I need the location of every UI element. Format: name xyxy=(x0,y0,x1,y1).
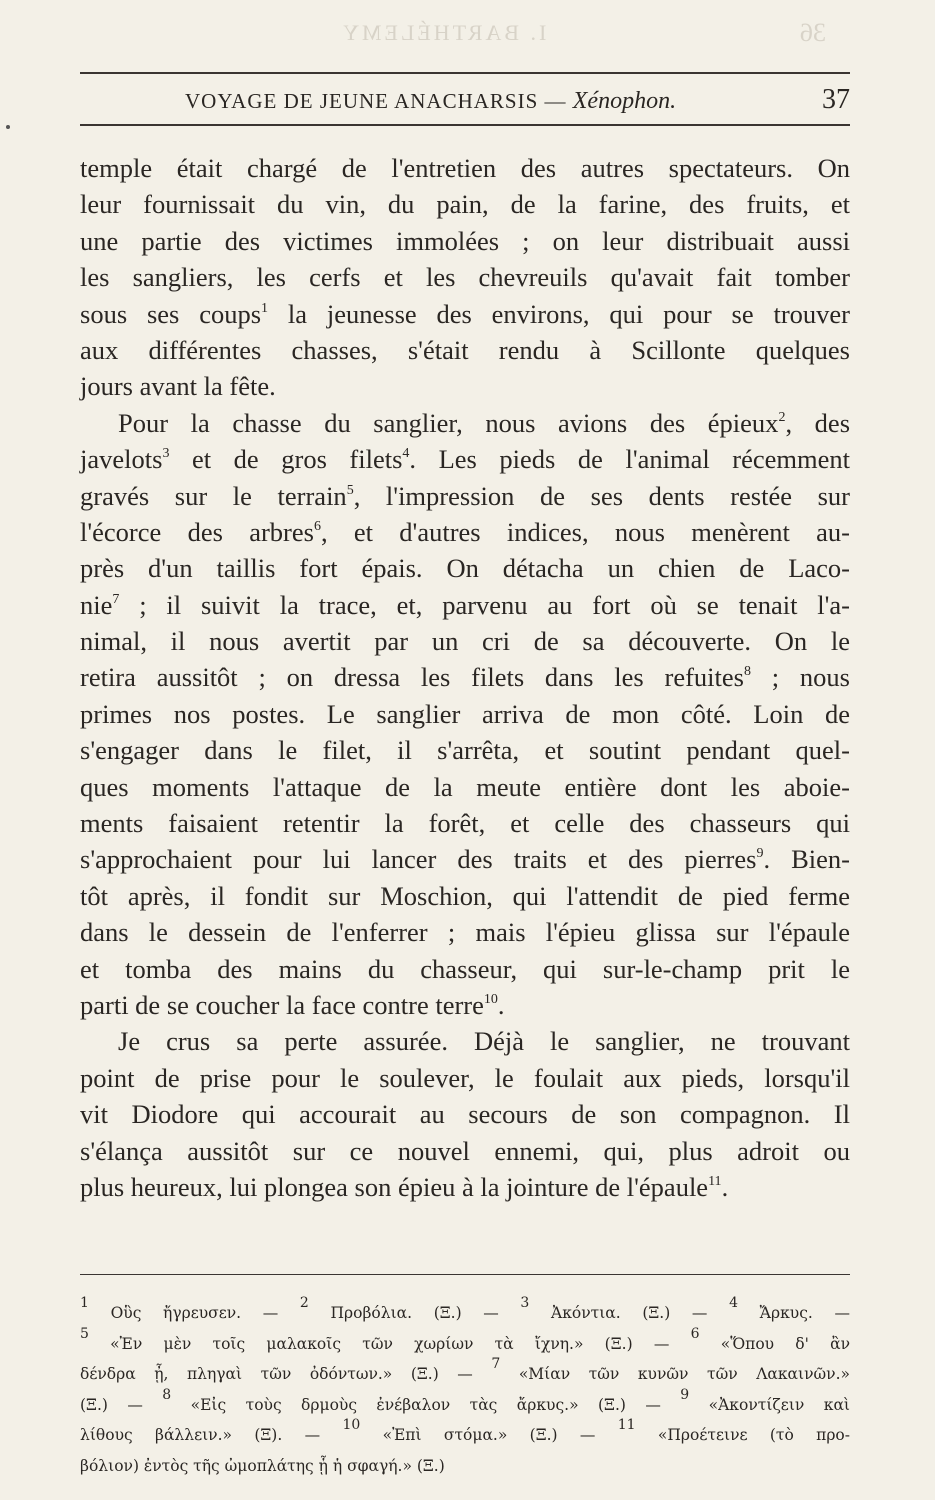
text-run: une partie des victimes immolées ; on leur distribuait aussi xyxy=(80,225,850,256)
note-ref: 2 xyxy=(299,1295,309,1311)
footnote-line xyxy=(80,1451,850,1482)
note-ref: 6 xyxy=(690,1325,700,1342)
text-run: Je crus sa perte assurée. Déjà le sanglier, ne trouvant xyxy=(118,1026,850,1057)
text-run: λίθους βάλλειν.» (Ξ). — xyxy=(80,1426,343,1444)
text-run: Προβόλια. (Ξ.) — xyxy=(308,1304,521,1322)
text-run: . xyxy=(721,1171,729,1202)
text-run: dans le dessein de l'enferrer ; mais l'épieu glissa sur l'épaule xyxy=(80,917,850,948)
note-ref: 11 xyxy=(617,1417,636,1433)
running-title-author: Xénophon. xyxy=(572,88,677,114)
text-run: . xyxy=(497,989,505,1020)
text-line xyxy=(80,696,850,732)
text-line xyxy=(80,878,850,914)
note-ref: 3 xyxy=(520,1295,530,1311)
text-run: gravés sur le terrain xyxy=(80,480,347,511)
text-run: «Προέτεινε (τὸ προ- xyxy=(635,1426,850,1444)
note-ref: 6 xyxy=(313,518,321,534)
text-run: «Ἐν μὲν τοῖς μαλακοῖς τῶν χωρίων τὰ ἴχνη.» (Ξ.) — xyxy=(88,1334,691,1353)
note-ref: 7 xyxy=(112,591,120,607)
text-line xyxy=(80,1060,850,1096)
header-rule-top xyxy=(80,72,850,74)
text-run: «Εἰς τοὺς δρμοὺς ἐνέβαλον τὰς ἄρκυς.» (Ξ.) — xyxy=(171,1395,681,1414)
text-line xyxy=(80,987,850,1023)
text-run: aux différentes chasses, s'était rendu à Scillonte quelques xyxy=(80,334,850,365)
note-ref: 7 xyxy=(491,1356,501,1372)
body-text xyxy=(80,150,850,1205)
note-ref: 8 xyxy=(162,1386,172,1403)
text-run: Ἄρκυς. — xyxy=(737,1304,850,1322)
footnote-line xyxy=(80,1386,850,1421)
text-run: s'engager dans le filet, il s'arrêta, et soutint pendant quel- xyxy=(80,735,850,766)
text-run: point de prise pour le soulever, le foulait aux pieds, lorsqu'il xyxy=(80,1062,850,1093)
text-line xyxy=(80,914,850,950)
bleed-through-page-number: 36 xyxy=(800,18,826,47)
text-run: s'élança aussitôt sur ce nouvel ennemi, qui, plus adroit ou xyxy=(80,1135,850,1166)
bleed-through-header: I. BARTHÉLEMY xyxy=(340,20,547,45)
text-run: Ἀκόντια. (Ξ.) — xyxy=(529,1304,730,1322)
text-run: «Ἀκοντίζειν καὶ xyxy=(689,1395,850,1414)
text-line xyxy=(80,1169,850,1205)
footnote-line xyxy=(80,1356,850,1390)
text-run: «Ἐπὶ στόμα.» (Ξ.) — xyxy=(360,1426,618,1444)
text-line xyxy=(80,805,850,841)
text-line xyxy=(80,587,850,623)
text-run: βόλιον) ἐντὸς τῆς ὠμοπλάτης ᾗ ἡ σφαγή.» (Ξ.) xyxy=(80,1456,445,1475)
text-run: vit Diodore qui accourait au secours de son compagnon. Il xyxy=(80,1099,850,1130)
text-line xyxy=(80,514,850,550)
text-run: «Ὅπου δ' ἂν xyxy=(699,1334,850,1353)
text-run: sous ses coups xyxy=(80,298,262,329)
text-line xyxy=(80,223,850,259)
header-rule-bottom xyxy=(80,124,850,126)
text-line xyxy=(80,150,850,186)
text-line xyxy=(80,550,850,586)
note-ref: 3 xyxy=(162,446,170,462)
text-line xyxy=(80,259,850,295)
text-run: δένδρα ᾖ, πληγαὶ τῶν ὀδόντων.» (Ξ.) — xyxy=(80,1365,492,1383)
text-line xyxy=(80,1133,850,1169)
footnote-line xyxy=(80,1417,850,1451)
footnote-line xyxy=(80,1295,850,1329)
note-ref: 4 xyxy=(729,1295,738,1311)
text-line xyxy=(80,405,850,441)
text-line xyxy=(80,841,850,877)
text-line xyxy=(80,478,850,514)
text-line xyxy=(80,332,850,368)
text-run: ments faisaient retentir la forêt, et celle des chasseurs qui xyxy=(80,808,850,839)
text-line xyxy=(80,951,850,987)
running-title xyxy=(185,88,676,115)
note-ref: 4 xyxy=(402,446,410,462)
text-run: . Bien- xyxy=(763,844,850,875)
text-run: Οὓς ἤγρευσεν. — xyxy=(88,1304,300,1322)
note-ref: 1 xyxy=(80,1295,89,1311)
text-run: s'approchaient pour lui lancer des traits et des pierres xyxy=(80,844,757,875)
margin-speck xyxy=(6,125,10,129)
text-run: la jeunesse des environs, qui pour se trouver xyxy=(268,298,850,329)
text-run: ; nous xyxy=(750,662,850,693)
text-run: (Ξ.) — xyxy=(80,1395,163,1414)
text-run: «Μίαν τῶν κυνῶν τῶν Λακαινῶν.» xyxy=(500,1365,850,1383)
note-ref: 5 xyxy=(346,482,354,498)
running-title-text: VOYAGE DE JEUNE ANACHARSIS — xyxy=(185,89,573,113)
text-line xyxy=(80,368,850,404)
text-line xyxy=(80,1023,850,1059)
text-run: temple était chargé de l'entretien des autres spectateurs. On xyxy=(80,153,850,183)
text-run: . Les pieds de l'animal récemment xyxy=(409,444,850,475)
text-line xyxy=(80,441,850,477)
page-number: 37 xyxy=(822,84,850,115)
running-header xyxy=(80,86,850,116)
footnote-rule xyxy=(80,1274,850,1275)
text-line xyxy=(80,623,850,659)
text-line xyxy=(80,732,850,768)
text-run: Pour la chasse du sanglier, nous avions des épieux xyxy=(118,407,779,438)
text-run: les sangliers, les cerfs et les chevreuils qu'avait fait tomber xyxy=(80,262,850,293)
text-run: , l'impression de ses dents restée sur xyxy=(353,480,850,511)
text-run: nimal, il nous avertit par un cri de sa découverte. On le xyxy=(80,626,850,657)
note-ref: 5 xyxy=(80,1325,89,1342)
text-run: , des xyxy=(785,407,851,438)
text-run: ; il suivit la trace, et, parvenu au fort où se tenait l'a- xyxy=(119,589,850,620)
note-ref: 1 xyxy=(261,300,269,316)
text-run: ques moments l'attaque de la meute entière dont les aboie- xyxy=(80,771,850,802)
text-run: jours avant la fête. xyxy=(80,371,276,402)
text-run: leur fournissait du vin, du pain, de la farine, des fruits, et xyxy=(80,189,850,220)
text-line xyxy=(80,296,850,332)
text-run: primes nos postes. Le sanglier arriva de mon côté. Loin de xyxy=(80,698,850,729)
note-ref: 9 xyxy=(756,846,764,862)
note-ref: 11 xyxy=(708,1173,722,1189)
text-run: plus heureux, lui plongea son épieu à la jointure de l'épaule xyxy=(80,1171,709,1202)
text-line xyxy=(80,659,850,695)
text-run: et de gros filets xyxy=(169,444,403,475)
text-run: près d'un taillis fort épais. On détacha un chien de Laco- xyxy=(80,553,850,584)
text-run: retira aussitôt ; on dressa les filets dans les refuites xyxy=(80,662,744,693)
text-run: et tomba des mains du chasseur, qui sur-le-champ prit le xyxy=(80,953,850,984)
note-ref: 2 xyxy=(778,409,786,425)
footnotes xyxy=(80,1295,850,1481)
text-run: parti de se coucher la face contre terre xyxy=(80,989,484,1020)
text-line xyxy=(80,1096,850,1132)
text-line xyxy=(80,769,850,805)
note-ref: 10 xyxy=(483,991,498,1007)
footnote-line xyxy=(80,1325,850,1360)
text-line xyxy=(80,186,850,222)
text-run: tôt après, il fondit sur Moschion, qui l'attendit de pied ferme xyxy=(80,880,850,911)
text-run: javelots xyxy=(80,444,163,475)
text-run: nie xyxy=(80,589,113,620)
note-ref: 8 xyxy=(743,664,751,680)
text-run: , et d'autres indices, nous menèrent au- xyxy=(320,516,850,547)
note-ref: 9 xyxy=(680,1386,690,1403)
note-ref: 10 xyxy=(342,1417,361,1433)
text-run: l'écorce des arbres xyxy=(80,516,314,547)
